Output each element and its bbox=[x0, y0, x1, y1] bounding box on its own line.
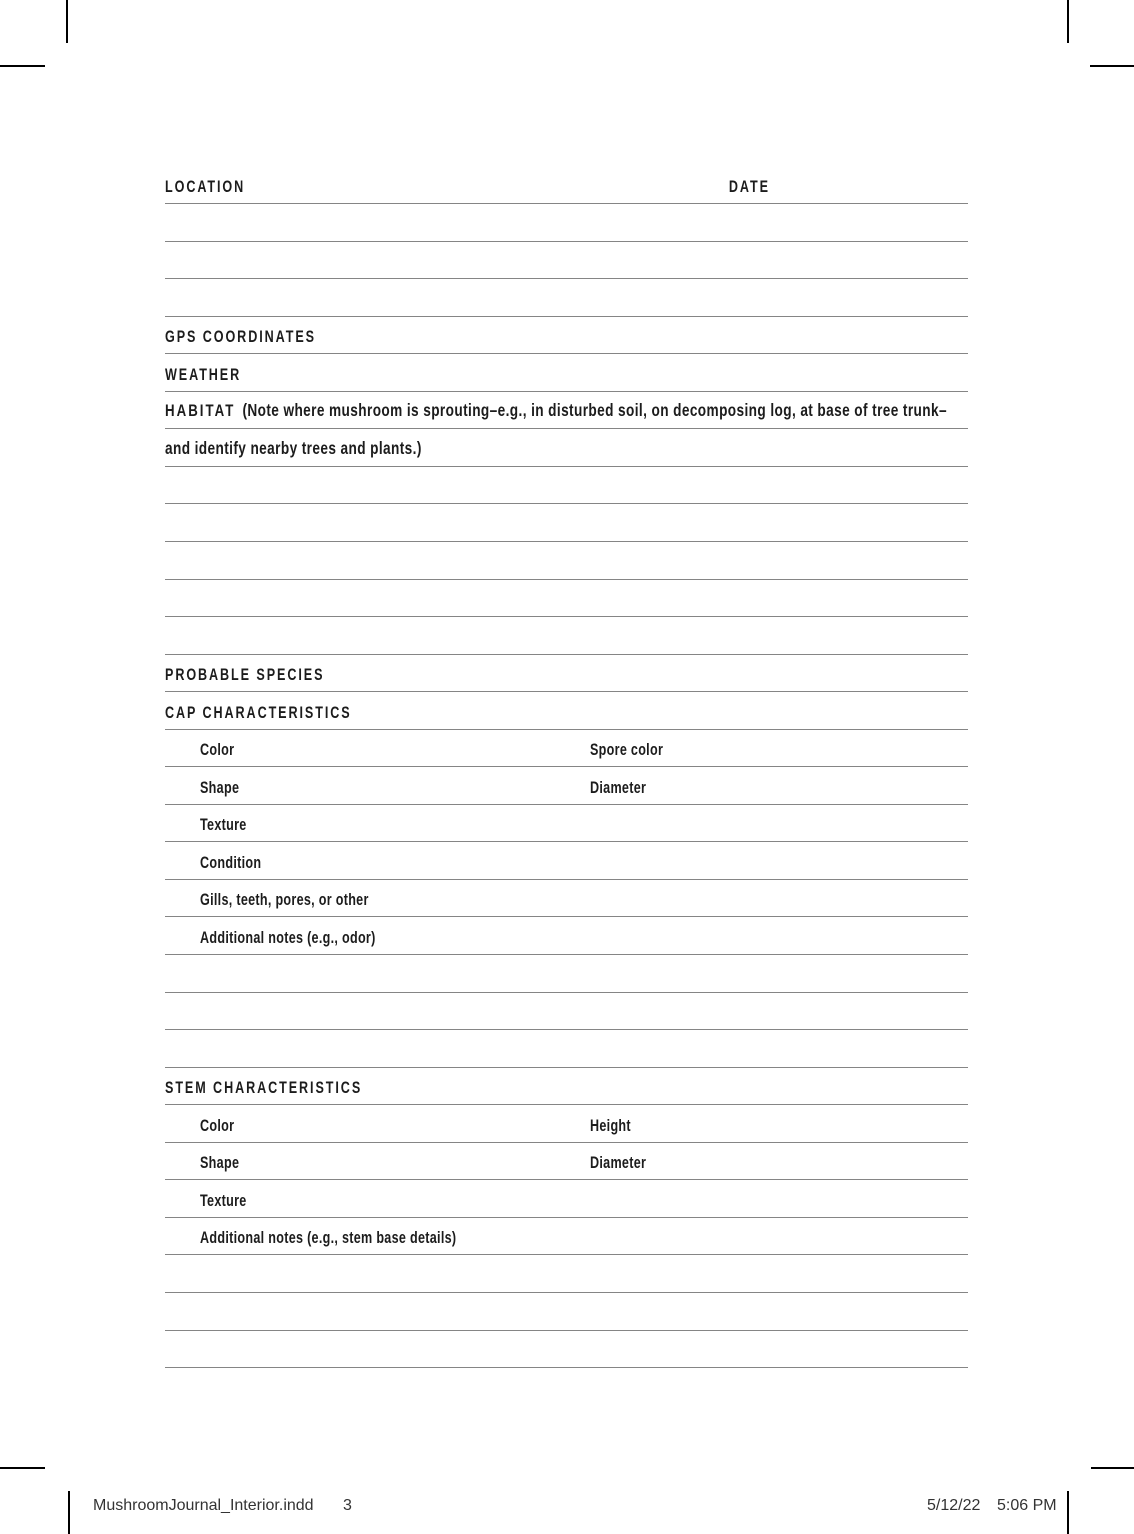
section-heading: GPS COORDINATES bbox=[165, 327, 316, 347]
footer-filename: MushroomJournal_Interior.indd bbox=[93, 1497, 314, 1514]
section-heading: LOCATION bbox=[165, 177, 246, 196]
section-heading: HABITAT bbox=[165, 401, 236, 421]
field-row bbox=[165, 730, 968, 767]
field-label: Condition bbox=[200, 852, 262, 872]
writing-line bbox=[165, 993, 968, 1030]
writing-line bbox=[165, 1256, 968, 1293]
field-row bbox=[165, 317, 968, 354]
section-heading-wrap bbox=[165, 704, 352, 721]
section-heading-wrap bbox=[165, 666, 324, 683]
crop-mark-top-right-vertical bbox=[1067, 0, 1069, 43]
field-label: Texture bbox=[200, 1190, 247, 1210]
section-heading-wrap bbox=[165, 366, 241, 383]
section-heading-wrap bbox=[165, 1079, 362, 1096]
field-label-right: Spore color bbox=[589, 740, 664, 760]
crop-mark-bottom-left-vertical bbox=[68, 1491, 70, 1534]
writing-line bbox=[165, 1331, 968, 1368]
writing-line bbox=[165, 280, 968, 317]
field-label: Additional notes (e.g., odor) bbox=[200, 928, 376, 947]
field-label: Shape bbox=[200, 1153, 240, 1173]
field-row bbox=[165, 655, 968, 692]
crop-mark-top-left-vertical bbox=[66, 0, 68, 43]
writing-line bbox=[165, 543, 968, 580]
field-label: Additional notes (e.g., stem base details) bbox=[200, 1228, 457, 1248]
footer-time: 5:06 PM bbox=[997, 1497, 1057, 1514]
writing-line bbox=[165, 1031, 968, 1068]
crop-mark-bottom-right-vertical bbox=[1067, 1491, 1069, 1534]
field-row bbox=[165, 355, 968, 392]
section-heading-wrap bbox=[165, 328, 316, 345]
section-heading: STEM CHARACTERISTICS bbox=[165, 1078, 363, 1098]
field-label: Gills, teeth, pores, or other bbox=[200, 890, 369, 910]
crop-mark-top-left-horizontal bbox=[0, 65, 45, 67]
section-heading-wrap bbox=[165, 177, 770, 196]
field-label-right: Diameter bbox=[589, 777, 647, 797]
field-label: Texture bbox=[200, 815, 247, 835]
writing-line bbox=[165, 467, 968, 504]
field-row bbox=[165, 880, 968, 917]
field-row bbox=[165, 843, 968, 880]
field-label-wrap bbox=[200, 1229, 456, 1246]
field-row bbox=[165, 1068, 968, 1105]
section-heading: CAP CHARACTERISTICS bbox=[165, 702, 352, 722]
field-label-right: Height bbox=[589, 1115, 631, 1135]
writing-line bbox=[165, 956, 968, 993]
habitat-note-wrap bbox=[165, 402, 947, 420]
field-row bbox=[165, 805, 968, 842]
writing-line bbox=[165, 505, 968, 542]
note-text: (Note where mushroom is sprouting–e.g., in disturbed soil, on decomposing log, at base of tree trunk– bbox=[242, 400, 947, 421]
field-label-wrap bbox=[200, 777, 647, 797]
section-heading: PROBABLE SPECIES bbox=[165, 665, 325, 685]
writing-line bbox=[165, 1294, 968, 1331]
writing-line bbox=[165, 618, 968, 655]
field-label-wrap bbox=[200, 929, 376, 946]
field-row bbox=[165, 1218, 968, 1255]
field-row bbox=[165, 430, 968, 467]
note-text: and identify nearby trees and plants.) bbox=[165, 437, 422, 458]
writing-line bbox=[165, 580, 968, 617]
field-row bbox=[165, 693, 968, 730]
field-label: Color bbox=[200, 1115, 235, 1135]
section-heading-right: DATE bbox=[728, 177, 770, 196]
writing-line bbox=[165, 242, 968, 279]
crop-mark-bottom-right-horizontal bbox=[1091, 1467, 1134, 1469]
field-label-wrap bbox=[200, 740, 664, 760]
field-row bbox=[165, 1143, 968, 1180]
field-row bbox=[165, 918, 968, 955]
footer-page-number: 3 bbox=[343, 1497, 352, 1514]
crop-mark-top-right-horizontal bbox=[1090, 65, 1134, 67]
field-row bbox=[165, 768, 968, 805]
field-label-wrap bbox=[200, 891, 369, 908]
field-row bbox=[165, 1181, 968, 1218]
section-heading: WEATHER bbox=[165, 364, 242, 384]
field-label-wrap bbox=[200, 1153, 647, 1173]
field-label: Shape bbox=[200, 777, 240, 797]
footer-date: 5/12/22 bbox=[927, 1497, 981, 1514]
habitat-note-wrap bbox=[165, 437, 422, 458]
field-row bbox=[165, 1106, 968, 1143]
writing-line bbox=[165, 205, 968, 242]
field-label-wrap bbox=[200, 1115, 631, 1135]
field-label-wrap bbox=[200, 1192, 247, 1209]
field-label-right: Diameter bbox=[589, 1153, 647, 1173]
field-label-wrap bbox=[200, 816, 247, 833]
field-label: Color bbox=[200, 740, 235, 760]
field-row bbox=[165, 392, 968, 429]
field-row bbox=[165, 167, 968, 204]
field-label-wrap bbox=[200, 854, 261, 871]
crop-mark-bottom-left-horizontal bbox=[0, 1467, 45, 1469]
